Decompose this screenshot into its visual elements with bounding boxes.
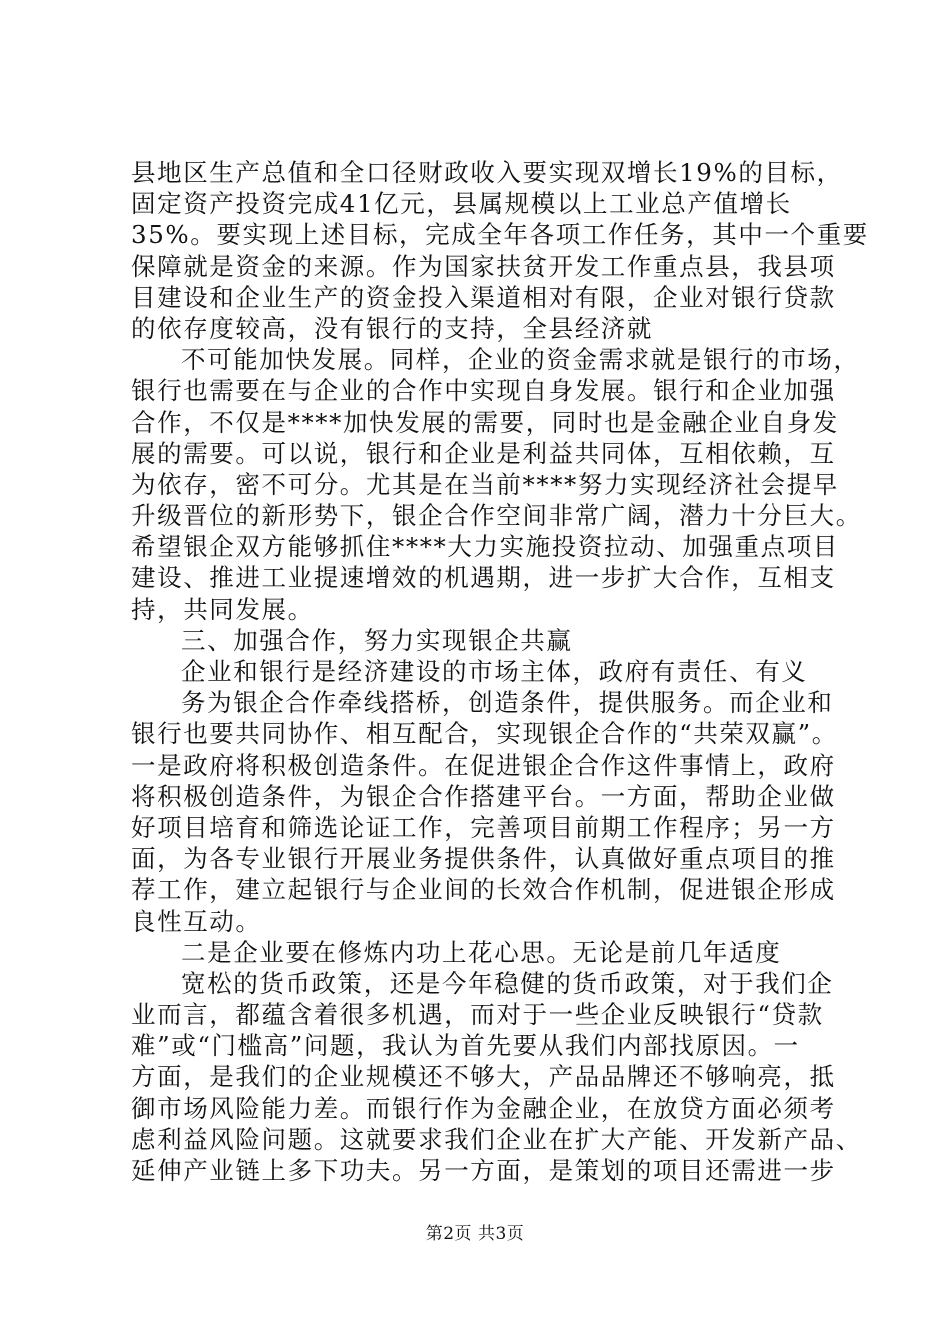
text-line: 难”或“门槛高”问题，我认为首先要从我们内部找原因。一: [131, 1031, 800, 1061]
text-line: 一是政府将积极创造条件。在促进银企合作这件事情上，政府: [131, 750, 836, 780]
text-line: 希望银企双方能够抓住****大力实施投资拉动、加强重点项目: [131, 532, 839, 562]
text-line: 合作，不仅是****加快发展的需要，同时也是金融企业自身发: [131, 407, 839, 437]
text-line: 三、加强合作，努力实现银企共赢: [181, 625, 573, 655]
text-line: 不可能加快发展。同样，企业的资金需求就是银行的市场，: [181, 345, 860, 375]
text-line: 35%。要实现上述目标，完成全年各项工作任务，其中一个重要: [131, 220, 869, 250]
text-line: 御市场风险能力差。而银行作为金融企业，在放贷方面必须考: [131, 1093, 836, 1123]
text-line: 企业和银行是经济建设的市场主体，政府有责任、有义: [181, 657, 808, 686]
text-line: 建设、推进工业提速增效的机遇期，进一步扩大合作，互相支: [131, 563, 836, 593]
text-line: 升级晋位的新形势下，银企合作空间非常广阔，潜力十分巨大。: [131, 501, 862, 531]
text-line: 方面，是我们的企业规模还不够大，产品品牌还不够响亮，抵: [131, 1062, 836, 1092]
text-line: 固定资产投资完成41亿元，县属规模以上工业总产值增长: [131, 189, 792, 219]
text-line: 宽松的货币政策，还是今年稳健的货币政策，对于我们企: [181, 968, 834, 998]
text-line: 荐工作，建立起银行与企业间的长效合作机制，促进银企形成: [131, 875, 836, 905]
text-line: 业而言，都蕴含着很多机遇，而对于一些企业反映银行“贷款: [131, 1000, 824, 1030]
body-text: [131, 157, 869, 1186]
text-line: 展的需要。可以说，银行和企业是利益共同体，互相依赖，互: [131, 438, 836, 468]
text-line: 为依存，密不可分。尤其是在当前****努力实现经济社会提早: [131, 469, 839, 499]
text-line: 虑利益风险问题。这就要求我们企业在扩大产能、开发新产品、: [131, 1124, 862, 1154]
text-line: 良性互动。: [131, 906, 262, 936]
text-line: 的依存度较高，没有银行的支持，全县经济就: [131, 313, 653, 343]
text-line: 银行也需要在与企业的合作中实现自身发展。银行和企业加强: [131, 376, 836, 406]
text-line: 面，为各专业银行开展业务提供条件，认真做好重点项目的推: [131, 844, 836, 874]
text-line: 目建设和企业生产的资金投入渠道相对有限，企业对银行贷款: [131, 282, 836, 312]
text-line: 持，共同发展。: [131, 594, 314, 624]
text-line: 延伸产业链上多下功夫。另一方面，是策划的项目还需进一步: [131, 1156, 836, 1185]
text-line: 将积极创造条件，为银企合作搭建平台。一方面，帮助企业做: [131, 781, 836, 811]
text-line: 县地区生产总值和全口径财政收入要实现双增长19%的目标，: [131, 158, 843, 187]
text-line: 好项目培育和筛选论证工作，完善项目前期工作程序；另一方: [131, 812, 836, 842]
text-line: 务为银企合作牵线搭桥，创造条件，提供服务。而企业和: [181, 688, 834, 718]
text-line: 银行也要共同协作、相互配合，实现银企合作的“共荣双赢”。: [131, 719, 838, 749]
text-line: 保障就是资金的来源。作为国家扶贫开发工作重点县，我县项: [131, 251, 836, 281]
text-line: 二是企业要在修炼内功上花心思。无论是前几年适度: [181, 937, 782, 967]
page-footer: 第2页 共3页: [425, 1224, 525, 1244]
